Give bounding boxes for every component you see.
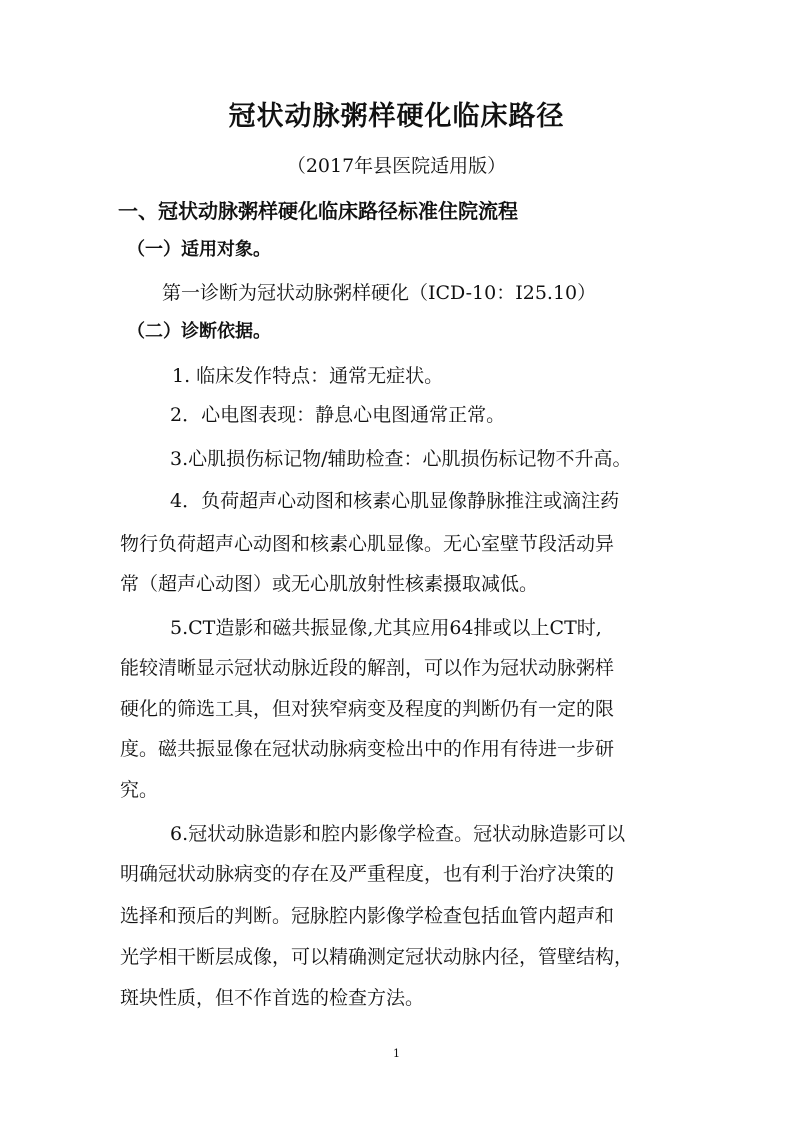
list-item-ecg: 2．心电图表现：静息心电图通常正常。 — [170, 404, 506, 426]
list-item-ct-line-3: 硬化的筛选工具，但对狭窄病变及程度的判断仍有一定的限 — [120, 698, 615, 720]
page-number: 1 — [393, 1047, 400, 1060]
list-item-stress-echo-line-1: 4．负荷超声心动图和核素心肌显像静脉推注或滴注药 — [170, 490, 620, 512]
section-heading: 一、冠状动脉粥样硬化临床路径标准住院流程 — [118, 199, 518, 223]
list-item-ct-line-5: 究。 — [120, 779, 159, 801]
list-item-angiography-line-4: 光学相干断层成像，可以精确测定冠状动脉内径，管壁结构， — [120, 946, 634, 968]
diagnosis-definition: 第一诊断为冠状动脉粥样硬化（ICD-10：I25.10） — [162, 282, 597, 304]
list-item-clinical-features: 1. 临床发作特点：通常无症状。 — [172, 365, 444, 387]
list-item-stress-echo-line-3: 常（超声心动图）或无心肌放射性核素摄取减低。 — [120, 573, 539, 595]
list-item-stress-echo-line-2: 物行负荷超声心动图和核素心肌显像。无心室壁节段活动异 — [120, 533, 615, 555]
list-item-angiography-line-3: 选择和预后的判断。冠脉腔内影像学检查包括血管内超声和 — [120, 905, 615, 927]
document-title: 冠状动脉粥样硬化临床路径 — [228, 101, 565, 132]
list-item-angiography-line-2: 明确冠状动脉病变的存在及严重程度，也有利于治疗决策的 — [120, 863, 615, 885]
list-item-ct-line-4: 度。磁共振显像在冠状动脉病变检出中的作用有待进一步研 — [120, 738, 615, 760]
list-item-angiography-line-5: 斑块性质，但不作首选的检查方法。 — [120, 987, 425, 1009]
subsection-heading-diagnostic-basis: （二）诊断依据。 — [127, 321, 271, 342]
subsection-heading-applicable-subjects: （一）适用对象。 — [127, 239, 271, 260]
list-item-myocardial-markers: 3.心肌损伤标记物/辅助检查：心肌损伤标记物不升高。 — [170, 448, 632, 470]
list-item-ct-line-1: 5.CT造影和磁共振显像,尤其应用64排或以上CT时, — [170, 617, 602, 639]
list-item-ct-line-2: 能较清晰显示冠状动脉近段的解剖，可以作为冠状动脉粥样 — [120, 657, 615, 679]
document-subtitle: （2017年县医院适用版） — [286, 155, 507, 177]
list-item-angiography-line-1: 6.冠状动脉造影和腔内影像学检查。冠状动脉造影可以 — [170, 823, 626, 845]
